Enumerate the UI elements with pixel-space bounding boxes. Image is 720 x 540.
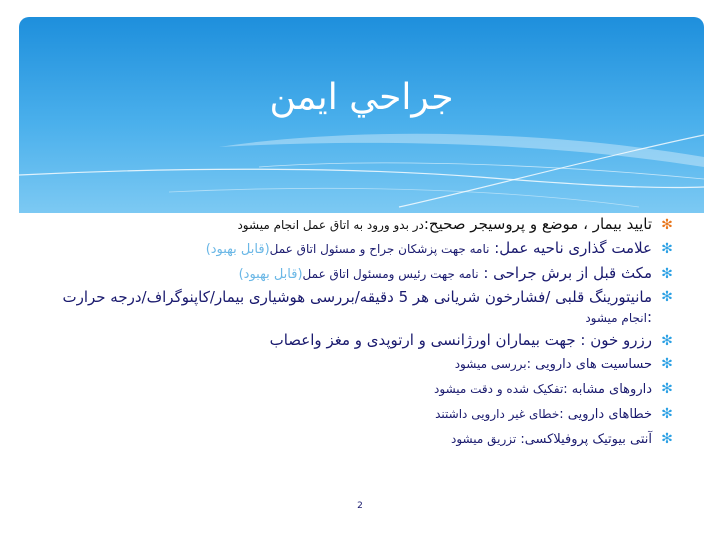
bullet-star-icon: ✻ — [661, 241, 673, 257]
bullet-item: ✻ علامت گذاری ناحیه عمل: نامه جهت پزشکان جراح و مسئول اتاق عمل(قابل بهبود) — [60, 237, 652, 261]
slide-title: جراحي ايمن — [269, 77, 454, 118]
bullet-star-icon: ✻ — [661, 356, 673, 372]
bullet-item: ✻ مانیتورینگ قلبی /فشارخون شریانی هر 5 دقیقه/بررسی هوشیاری بیمار/کاپنوگراف/درجه حرارت :انجام میشود — [62, 288, 673, 326]
bullet-star-icon: ✻ — [661, 217, 673, 233]
bullet-item: ✻ داروهای مشابه :تفکیک شده و دقت میشود — [60, 377, 652, 401]
bullet-star-icon: ✻ — [661, 431, 673, 447]
page-number: 2 — [357, 501, 363, 511]
bullet-item: ✻ حساسیت های دارویی :بررسی میشود — [60, 352, 652, 376]
bullet-star-icon: ✻ — [661, 333, 673, 349]
bullet-item: ✻ آنتی بیوتیک پروفیلاکسی: تزریق میشود — [60, 427, 652, 451]
bullet-star-icon: ✻ — [661, 289, 673, 305]
title-banner — [19, 17, 704, 213]
bullet-star-icon: ✻ — [661, 406, 673, 422]
bullet-item: ✻ تایید بیمار ، موضع و پروسیجر صحیح:در بدو ورود به اتاق عمل انجام میشود — [60, 213, 652, 236]
bullet-star-icon: ✻ — [661, 381, 673, 397]
bullet-list — [60, 213, 673, 452]
bullet-item: ✻ رزرو خون : جهت بیماران اورژانسی و ارتوپدی و مغز واعصاب — [60, 329, 652, 351]
bullet-star-icon: ✻ — [661, 266, 673, 282]
bullet-item: ✻ مکث قبل از برش جراحی : نامه جهت رئیس ومسئول اتاق عمل(قابل بهبود) — [60, 262, 652, 286]
bullet-item: ✻ خطاهای دارویی :خطای غیر دارویی داشتند — [60, 402, 652, 426]
